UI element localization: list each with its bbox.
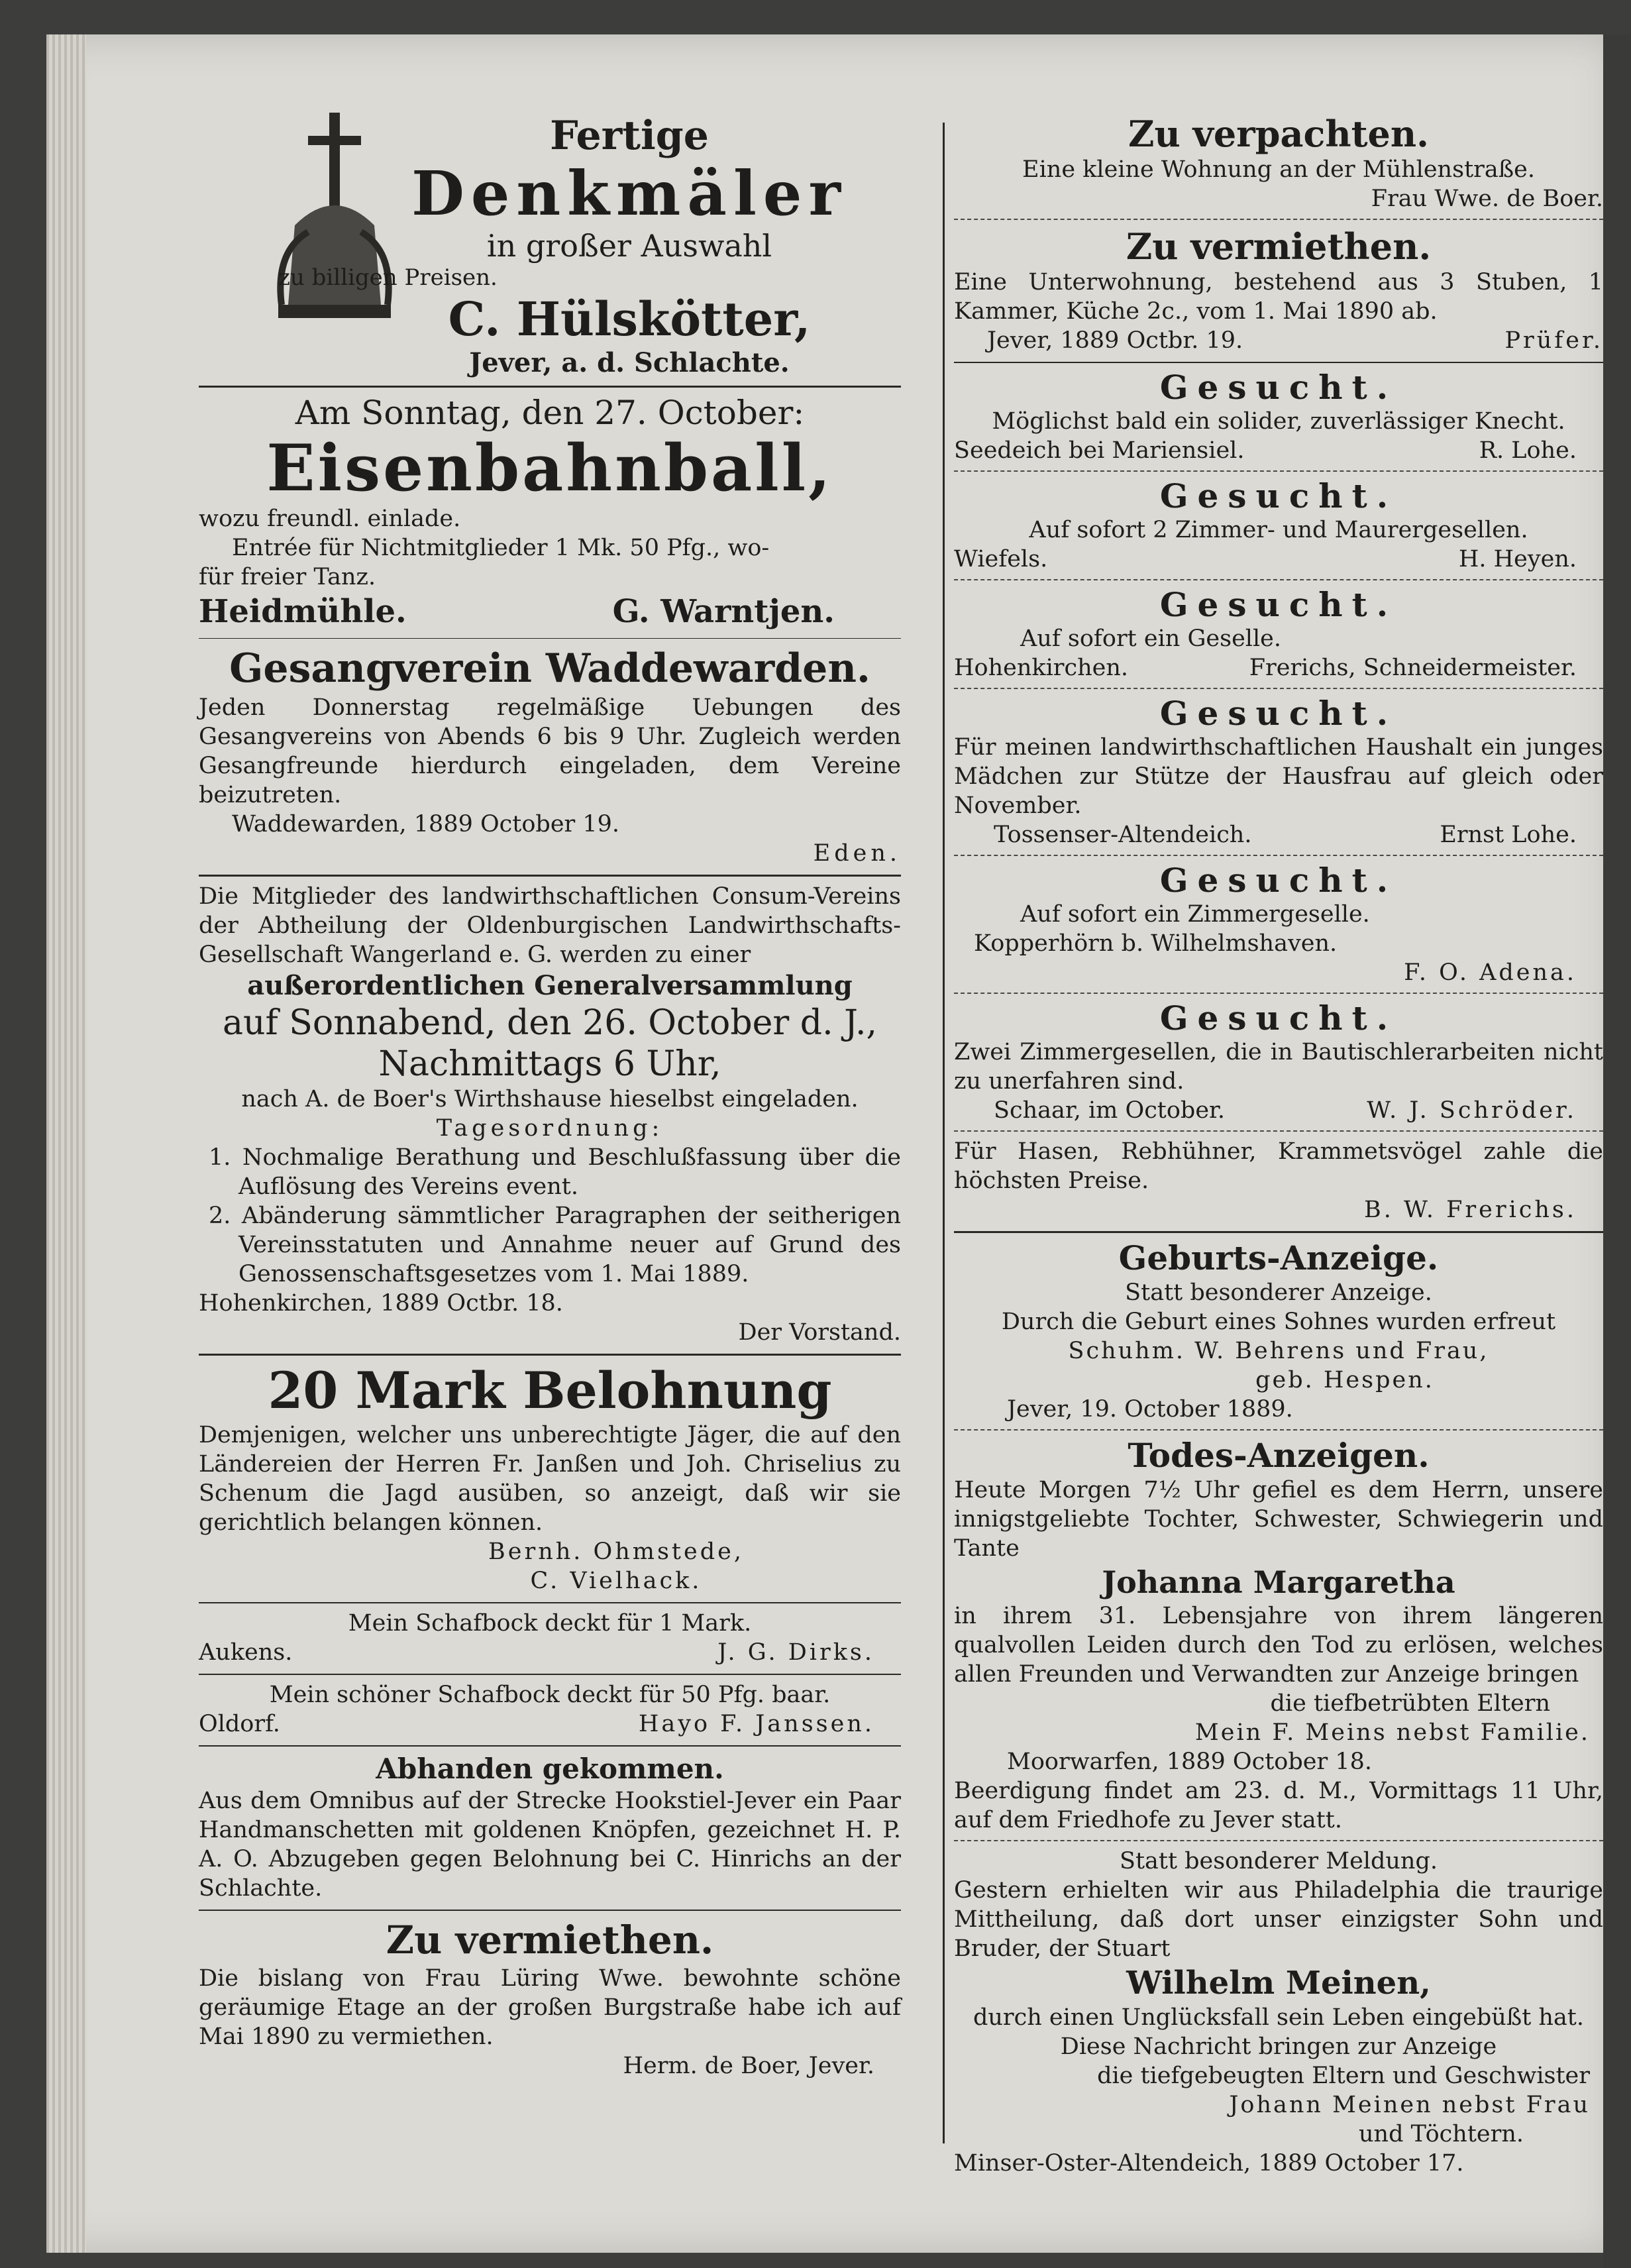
- ad-gesucht-6: [954, 999, 1603, 1125]
- ad-signature-row: [199, 1709, 901, 1739]
- ad-gesucht-4: [954, 694, 1603, 849]
- ad-headline: Gesangverein Waddewarden.: [229, 645, 870, 692]
- ad-text: Diese Nachricht bringen zur Anzeige: [1060, 2033, 1497, 2060]
- ad-signature: Eden.: [813, 840, 901, 867]
- divider: [199, 638, 901, 639]
- ad-text: Durch die Geburt eines Sohnes wurden erfreut: [1001, 1309, 1556, 1335]
- ad-place: Hohenkirchen.: [954, 655, 1129, 681]
- ad-headline: Gesucht.: [1159, 368, 1398, 407]
- ad-gesucht-1: [954, 368, 1603, 465]
- left-column: [199, 113, 901, 2080]
- ad-dateline: Moorwarfen, 1889 October 18.: [1007, 1749, 1372, 1775]
- ad-place: Aukens.: [199, 1639, 293, 1666]
- ad-eisenbahnball: [199, 393, 901, 631]
- ad-place: Oldorf.: [199, 1711, 280, 1737]
- ad-signature: R. Lohe.: [1479, 437, 1577, 464]
- ad-place: Heidmühle.: [199, 593, 407, 630]
- ad-signature-row: [954, 436, 1603, 465]
- divider: [199, 386, 901, 388]
- ad-vermiethen-left: [199, 1916, 901, 2080]
- column-rule: [943, 123, 945, 2143]
- ad-family: und Töchtern.: [1359, 2121, 1524, 2147]
- divider: [954, 1429, 1603, 1431]
- ad-text: Heute Morgen 7½ Uhr gefiel es dem Herrn, unsere innigstgeliebte Tochter, Schwester, Schwiegerin und Tante: [954, 1477, 1603, 1562]
- right-column: [954, 113, 1603, 2178]
- divider: [954, 1840, 1603, 1841]
- divider: [199, 875, 901, 877]
- ad-text: Mein Schafbock deckt für 1 Mark.: [348, 1610, 752, 1637]
- divider: [954, 219, 1603, 220]
- divider: [199, 1745, 901, 1747]
- ad-signature-row: [954, 326, 1603, 355]
- ad-signature: Herm. de Boer, Jever.: [623, 2053, 874, 2079]
- ad-text: Jeden Donnerstag regelmäßige Uebungen des Gesangvereins von Abends 6 bis 9 Uhr. Zugleich werden Gesangfreunde hierdurch eingeladen, dem Vereine beizutreten.: [199, 694, 901, 808]
- divider: [954, 993, 1603, 994]
- ad-vermiethen-right: [954, 225, 1603, 355]
- ad-hasen: [954, 1137, 1603, 1224]
- ad-verpachten: [954, 113, 1603, 213]
- background-shadow: [1603, 34, 1631, 2268]
- ad-text: Die bislang von Frau Lüring Wwe. bewohnte schöne geräumige Etage an der großen Burgstraße habe ich auf Mai 1890 zu vermiethen.: [199, 1965, 901, 2050]
- ad-signature: Frau Wwe. de Boer.: [1371, 186, 1603, 212]
- ad-signature: W. J. Schröder.: [1367, 1097, 1577, 1124]
- ad-names: Schuhm. W. Behrens und Frau,: [1068, 1338, 1489, 1364]
- ad-headline-large: Denkmäler: [411, 158, 847, 229]
- ad-abhanden: [199, 1752, 901, 1903]
- ad-signature-row: [954, 1096, 1603, 1125]
- ad-text: Auf sofort ein Geselle.: [1020, 625, 1282, 652]
- ad-text: Mein schöner Schafbock deckt für 50 Pfg. baar.: [269, 1682, 831, 1708]
- divider: [954, 362, 1603, 363]
- ad-place: Schaar, im October.: [994, 1097, 1226, 1124]
- ad-text: Entrée für Nichtmitglieder 1 Mk. 50 Pfg., wo-: [232, 535, 770, 561]
- ad-headline: Gesucht.: [1159, 999, 1398, 1038]
- ad-time: Nachmittags 6 Uhr,: [378, 1044, 721, 1084]
- ad-dateline: Jever, 1889 Octbr. 19.: [987, 327, 1243, 354]
- ad-deceased-name: Johanna Margaretha: [1102, 1564, 1455, 1600]
- ad-schafbock-1: [199, 1609, 901, 1667]
- ad-family: die tiefgebeugten Eltern und Geschwister: [1097, 2063, 1590, 2089]
- ad-signature: H. Heyen.: [1458, 546, 1577, 572]
- ad-text: Für meinen landwirthschaftlichen Haushalt ein junges Mädchen zur Stütze der Hausfrau auf gleich oder November.: [954, 734, 1603, 819]
- ad-signature: C. Vielhack.: [530, 1568, 702, 1594]
- ad-text: Eine Unterwohnung, bestehend aus 3 Stuben, 1 Kammer, Küche 2c., vom 1. Mai 1890 ab.: [954, 269, 1603, 325]
- ad-dateline: Jever, 19. October 1889.: [1007, 1396, 1293, 1423]
- ad-place: Wiefels.: [954, 546, 1048, 572]
- ad-signature: Bernh. Ohmstede,: [488, 1539, 744, 1565]
- ad-signature: B. W. Frerichs.: [1364, 1197, 1577, 1223]
- ad-dateline: Waddewarden, 1889 October 19.: [232, 811, 620, 837]
- ad-signature: F. O. Adena.: [1404, 959, 1577, 986]
- divider: [954, 579, 1603, 580]
- ad-agenda-item: 2. Abänderung sämmtlicher Paragraphen der seitherigen Vereinsstatuten und Annahme neuer auf Grund des Genossenschaftsgesetzes vom 1. Mai 1889.: [209, 1203, 901, 1287]
- ad-text: Demjenigen, welcher uns unberechtigte Jäger, die auf den Ländereien der Herren Fr. Janßen und Joh. Chriselius zu Schenum die Jagd ausüben, so anzeigt, daß wir sie gerichtlich belangen können.: [199, 1422, 901, 1536]
- ad-gesucht-2: [954, 477, 1603, 574]
- ad-geburt: [954, 1238, 1603, 1424]
- ad-text: Gestern erhielten wir aus Philadelphia die traurige Mittheilung, daß dort unser einzigster Sohn und Bruder, der Stuart: [954, 1877, 1603, 1962]
- ad-subheading: außerordentlichen Generalversammlung: [247, 970, 853, 1001]
- ad-text: Aus dem Omnibus auf der Strecke Hookstiel-Jever ein Paar Handmanschetten mit goldenen Knöpfen, gezeichnet H. P. A. O. Abzugeben gegen Belohnung bei C. Hinrichs an der Schlachte.: [199, 1788, 901, 1902]
- ad-text: Für Hasen, Rebhühner, Krammetsvögel zahle die höchsten Preise.: [954, 1138, 1603, 1194]
- ad-family: Johann Meinen nebst Frau: [1229, 2092, 1590, 2118]
- ad-headline: Gesucht.: [1159, 476, 1398, 515]
- divider: [954, 855, 1603, 856]
- ad-deceased-name: Wilhelm Meinen,: [1126, 1965, 1431, 2002]
- ad-text: durch einen Unglücksfall sein Leben eingebüßt hat.: [973, 2004, 1584, 2031]
- ad-denkmaeler: [199, 113, 901, 379]
- ad-place: Kopperhörn b. Wilhelmshaven.: [974, 930, 1338, 957]
- ad-subline: in großer Auswahl: [486, 228, 772, 264]
- ad-schafbock-2: [199, 1680, 901, 1739]
- ad-family: die tiefbetrübten Eltern: [1270, 1690, 1550, 1717]
- ad-signature: Ernst Lohe.: [1440, 822, 1577, 848]
- ad-text: Möglichst bald ein solider, zuverlässiger Knecht.: [992, 408, 1565, 435]
- ad-text: Auf sofort 2 Zimmer- und Maurergesellen.: [1029, 517, 1528, 543]
- ad-text: Die Mitglieder des landwirthschaftlichen Consum-Vereins der Abtheilung der Oldenburgischen Landwirthschafts-Gesellschaft Wangerland e. G. werden zu einer: [199, 883, 901, 968]
- ad-text: für freier Tanz.: [199, 564, 376, 590]
- ad-text: Beerdigung findet am 23. d. M., Vormittags 11 Uhr, auf dem Friedhofe zu Jever statt.: [954, 1778, 1603, 1833]
- ad-headline: Zu vermiethen.: [386, 1917, 714, 1963]
- divider: [199, 1602, 901, 1603]
- ad-signature: Hayo F. Janssen.: [638, 1711, 874, 1737]
- ad-signature: Prüfer.: [1504, 327, 1603, 354]
- ad-headline: Gesucht.: [1159, 861, 1398, 900]
- ad-signature-row: [199, 1638, 901, 1667]
- divider: [954, 688, 1603, 689]
- ad-subtitle: Statt besonderer Anzeige.: [1125, 1279, 1432, 1306]
- ad-signature-row: [954, 653, 1603, 682]
- divider: [199, 1354, 901, 1356]
- ad-belohnung: [199, 1361, 901, 1595]
- ad-signature-row: [199, 592, 901, 631]
- ad-text: Zwei Zimmergesellen, die in Bautischlerarbeiten nicht zu unerfahren sind.: [954, 1039, 1603, 1095]
- ad-dateline: Minser-Oster-Altendeich, 1889 October 17.: [954, 2150, 1464, 2177]
- ad-names: geb. Hespen.: [1255, 1367, 1434, 1393]
- ad-text: Auf sofort ein Zimmergeselle.: [1020, 901, 1370, 928]
- ad-date: Am Sonntag, den 27. October:: [295, 394, 805, 432]
- ad-headline: Zu vermiethen.: [1126, 225, 1432, 268]
- ad-text: in ihrem 31. Lebensjahre von ihrem längeren qualvollen Leiden durch den Tod zu erlösen, welches allen Freunden und Verwandten zur Anzeige bringen: [954, 1603, 1603, 1688]
- ad-date: auf Sonnabend, den 26. October d. J.,: [223, 1003, 877, 1043]
- divider: [199, 1910, 901, 1911]
- ad-consumverein: [199, 882, 901, 1347]
- ad-gesucht-3: [954, 586, 1603, 682]
- ad-todesanzeige: [954, 1436, 1603, 1835]
- ad-agenda-item: 1. Nochmalige Berathung und Beschlußfassung über die Auflösung des Vereins event.: [209, 1144, 901, 1200]
- ad-family: Mein F. Meins nebst Familie.: [1194, 1719, 1590, 1746]
- ad-agenda-title: Tagesordnung:: [436, 1115, 664, 1142]
- ad-text: wozu freundl. einlade.: [199, 506, 461, 532]
- ad-place: Tossenser-Altendeich.: [994, 822, 1252, 848]
- ad-gesangverein: [199, 644, 901, 868]
- ad-headline: Gesucht.: [1159, 694, 1398, 733]
- ad-signature-row: [954, 545, 1603, 574]
- divider: [199, 1674, 901, 1675]
- ad-headline: Abhanden gekommen.: [376, 1753, 724, 1785]
- ad-subline: zu billigen Preisen.: [278, 264, 498, 291]
- ad-headline-large: 20 Mark Belohnung: [268, 1361, 832, 1420]
- ad-signature: G. Warntjen.: [612, 593, 835, 630]
- ad-headline: Fertige: [550, 113, 709, 159]
- ad-place: Seedeich bei Mariensiel.: [954, 437, 1245, 464]
- ad-text: nach A. de Boer's Wirthshause hieselbst eingeladen.: [241, 1086, 859, 1112]
- page-stack-edge: [46, 34, 86, 2253]
- ad-headline: Todes-Anzeigen.: [1128, 1436, 1430, 1475]
- divider: [954, 1231, 1603, 1233]
- ad-address: Jever, a. d. Schlachte.: [469, 347, 790, 378]
- ad-signature: Der Vorstand.: [738, 1319, 901, 1346]
- divider: [954, 470, 1603, 472]
- ad-headline: Gesucht.: [1159, 585, 1398, 624]
- ad-signature: J. G. Dirks.: [717, 1639, 874, 1666]
- ad-headline: Zu verpachten.: [1128, 113, 1429, 155]
- divider: [954, 1130, 1603, 1132]
- ad-advertiser: C. Hülskötter,: [448, 292, 811, 347]
- ad-signature: Frerichs, Schneidermeister.: [1249, 655, 1577, 681]
- ad-headline: Geburts-Anzeige.: [1118, 1238, 1439, 1277]
- ad-text: Eine kleine Wohnung an der Mühlenstraße.: [1022, 156, 1535, 183]
- ad-subtitle: Statt besonderer Meldung.: [1119, 1848, 1438, 1874]
- ad-headline-large: Eisenbahnball,: [266, 431, 833, 506]
- ad-meinen: [954, 1847, 1603, 2178]
- ad-signature-row: [954, 820, 1603, 849]
- ad-dateline: Hohenkirchen, 1889 Octbr. 18.: [199, 1290, 563, 1317]
- ad-gesucht-5: [954, 861, 1603, 987]
